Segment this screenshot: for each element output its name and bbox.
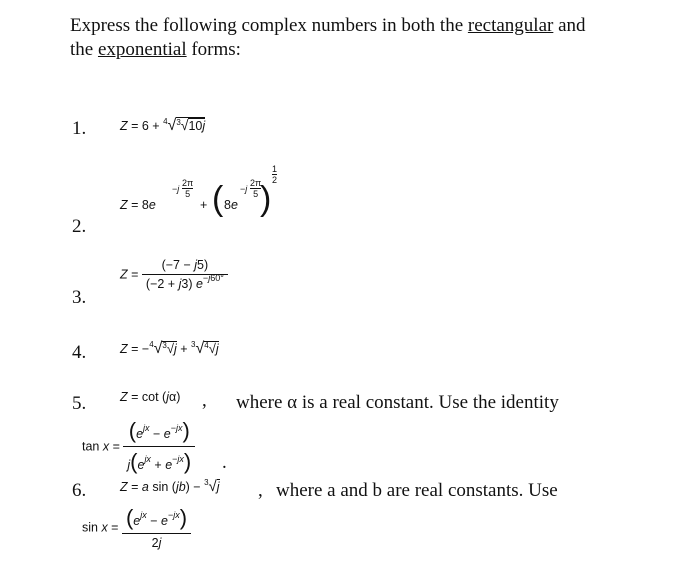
item-6-equation: Z = a sin (jb) − $^3$√j <box>120 478 220 495</box>
item-1-number: 1. <box>72 118 87 139</box>
prompt-line1-end: and <box>553 15 586 36</box>
item-5-comma: , <box>202 390 207 411</box>
prompt-exponential: exponential <box>97 39 187 60</box>
item-4-equation: Z = −$^4$√$^3$√j + $^3$√$^4$√j <box>120 340 219 357</box>
item-5-text: where α is a real constant. Use the identity <box>236 392 559 413</box>
item-3-equation: Z = $\frac{(-7 - j5)}{(-2 + j3) e^{-j60^\circ}}$ <box>120 258 228 291</box>
item-4-number: 4. <box>72 342 87 363</box>
item-5-trailing: . <box>222 452 227 473</box>
item-6-comma: , <box>258 480 263 501</box>
item-6-number: 6. <box>72 480 87 501</box>
prompt-line1-text: Express the following complex numbers in both the <box>70 15 468 36</box>
item-3-number: 3. <box>72 287 87 308</box>
item-5-identity: tan x = $\frac{(e^{jx} - e^{-jx})}{j(e^{jx} + e^{-jx})}$ <box>82 418 195 475</box>
item-1-equation: Z = 6 + $^4$√$^3$√10j <box>120 117 206 134</box>
prompt <box>70 14 586 62</box>
item-5-equation: Z = cot (jα) <box>120 390 181 404</box>
prompt-line2-end: forms: <box>186 39 241 60</box>
item-5-number: 5. <box>72 393 87 414</box>
prompt-line2-text: the <box>70 39 98 60</box>
item-6-identity: sin x = $\frac{(e^{jx} - e^{-jx})}{2j}$ <box>82 505 191 550</box>
prompt-rectangular: rectangular <box>467 15 554 36</box>
item-2-number: 2. <box>72 216 87 237</box>
item-6-text: where a and b are real constants. Use <box>276 480 558 501</box>
